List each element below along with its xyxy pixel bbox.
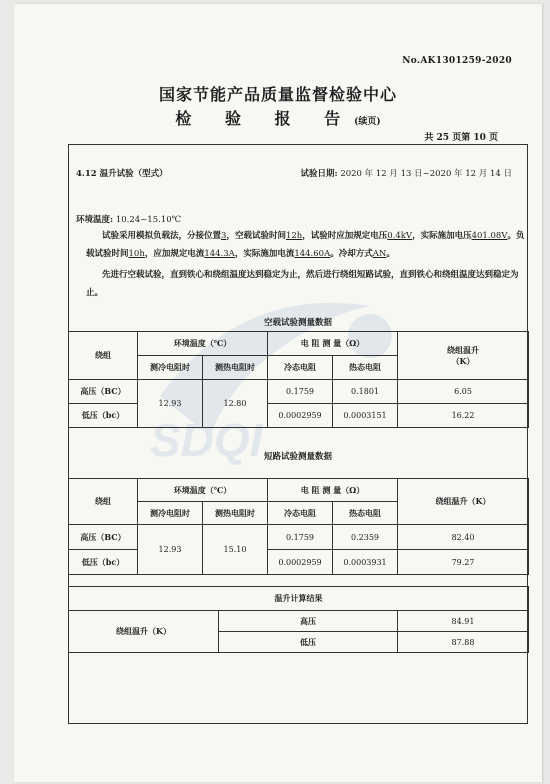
p1-text-2: ，空载试验时间 (226, 231, 286, 241)
result-value-cell: 84.91 (398, 611, 529, 632)
noload-table (68, 331, 529, 428)
cooling-method: AN (372, 249, 387, 259)
table-row (69, 479, 529, 502)
result-name-cell: 高压 (219, 611, 398, 632)
ambient-hot-cell: 15.10 (203, 525, 268, 575)
page-counter: 共 25 页第 10 页 (424, 133, 498, 143)
p1-text-6: ，应加规定电流 (144, 249, 205, 259)
winding-cell: 低压（bc） (69, 550, 138, 575)
header-hot-res: 热态电阻 (333, 356, 398, 380)
noload-table-caption: 空载试验测量数据 (263, 318, 332, 328)
header-cold-time: 测冷电阻时 (138, 502, 203, 525)
short-table-caption: 短路试验测量数据 (263, 452, 332, 462)
rise-cell: 16.22 (398, 404, 529, 428)
winding-cell: 低压（bc） (69, 404, 138, 428)
actual-voltage: 401.08V (471, 231, 508, 241)
table-row (69, 332, 529, 356)
report-page (14, 4, 542, 782)
test-date (300, 167, 512, 179)
p1-text-8: 。冷却方式 (330, 249, 373, 259)
table-row (69, 525, 529, 550)
rise-cell: 79.27 (398, 550, 529, 575)
header-winding: 绕组 (69, 479, 138, 525)
result-caption: 温升计算结果 (69, 587, 529, 611)
winding-cell: 高压（BC） (69, 525, 138, 550)
ambient-label: 环境温度: (76, 215, 114, 225)
p1-text-9: 。 (386, 249, 395, 259)
header-cold-res: 冷态电阻 (268, 356, 333, 380)
p1-text-3: ，试验时应加规定电压 (302, 231, 388, 241)
procedure-paragraph: 先进行空载试验，直到铁心和绕组温度达到稳定为止，然后进行绕组短路试验，直到铁心和绕组温度达到稳定为止。 (86, 270, 519, 298)
header-rise-label: 绕组温升 (447, 344, 480, 355)
organization-name: 国家节能产品质量监督检验中心 (158, 85, 397, 104)
svg-text:SDQI: SDQI (150, 414, 263, 466)
rise-cell: 6.05 (398, 380, 529, 404)
tap-position: 3 (221, 231, 227, 241)
header-rise-unit: （K） (451, 355, 475, 366)
report-title (14, 106, 542, 129)
cold-res-cell: 0.1759 (268, 525, 333, 550)
header-hot-time: 测热电阻时 (203, 502, 268, 525)
actual-current: 144.60A (294, 249, 331, 259)
report-title-suffix: (续页) (354, 117, 381, 127)
header-winding: 绕组 (69, 332, 138, 380)
ambient-cold-cell: 12.93 (138, 380, 203, 428)
test-date-label: 试验日期: (300, 169, 338, 179)
report-title-text: 检 验 报 告 (175, 109, 355, 128)
table-row (69, 380, 529, 404)
result-table (68, 586, 529, 653)
table-row (69, 611, 529, 632)
header-cold-time: 测冷电阻时 (138, 356, 203, 380)
cold-res-cell: 0.0002959 (268, 550, 333, 575)
result-value-cell: 87.88 (398, 632, 529, 653)
noload-time: 12h (285, 231, 303, 241)
ambient-temperature (76, 213, 181, 225)
load-time: 10h (128, 249, 145, 259)
header-ambient: 环境温度（℃） (138, 332, 268, 356)
result-name-cell: 低压 (219, 632, 398, 653)
report-number: No.AK1301259-2020 (402, 56, 512, 66)
p1-text-5: 。负载试验时间 (86, 231, 525, 259)
short-table (68, 478, 529, 575)
spec-voltage: 0.4kV (387, 231, 413, 241)
p1-text-7: ，实际施加电流 (234, 249, 295, 259)
ambient-hot-cell: 12.80 (203, 380, 268, 428)
test-method-paragraph (86, 227, 526, 263)
rise-cell: 82.40 (398, 525, 529, 550)
winding-cell: 高压（BC） (69, 380, 138, 404)
header-cold-res: 冷态电阻 (268, 502, 333, 525)
spec-current: 144.3A (204, 249, 235, 259)
hot-res-cell: 0.2359 (333, 525, 398, 550)
header-rise (398, 332, 529, 380)
cold-res-cell: 0.1759 (268, 380, 333, 404)
header-resistance: 电 阻 测 量（Ω） (268, 479, 398, 502)
cold-res-cell: 0.0002959 (268, 404, 333, 428)
header-hot-time: 测热电阻时 (203, 356, 268, 380)
header-resistance: 电 阻 测 量（Ω） (268, 332, 398, 356)
section-title: 4.12 温升试验（型式） (76, 169, 168, 179)
result-label: 绕组温升（K） (69, 611, 219, 653)
test-date-value: 2020 年 12 月 13 日~2020 年 12 月 14 日 (340, 169, 512, 179)
header-ambient: 环境温度（℃） (138, 479, 268, 502)
table-row (69, 587, 529, 611)
header-hot-res: 热态电阻 (333, 502, 398, 525)
p1-text-4: ，实际施加电压 (412, 231, 472, 241)
header-rise: 绕组温升（K） (398, 479, 529, 525)
p1-text-1: 试验采用模拟负载法，分接位置 (102, 231, 222, 241)
hot-res-cell: 0.0003151 (333, 404, 398, 428)
hot-res-cell: 0.1801 (333, 380, 398, 404)
hot-res-cell: 0.0003931 (333, 550, 398, 575)
ambient-cold-cell: 12.93 (138, 525, 203, 575)
ambient-value: 10.24~15.10℃ (115, 215, 182, 225)
